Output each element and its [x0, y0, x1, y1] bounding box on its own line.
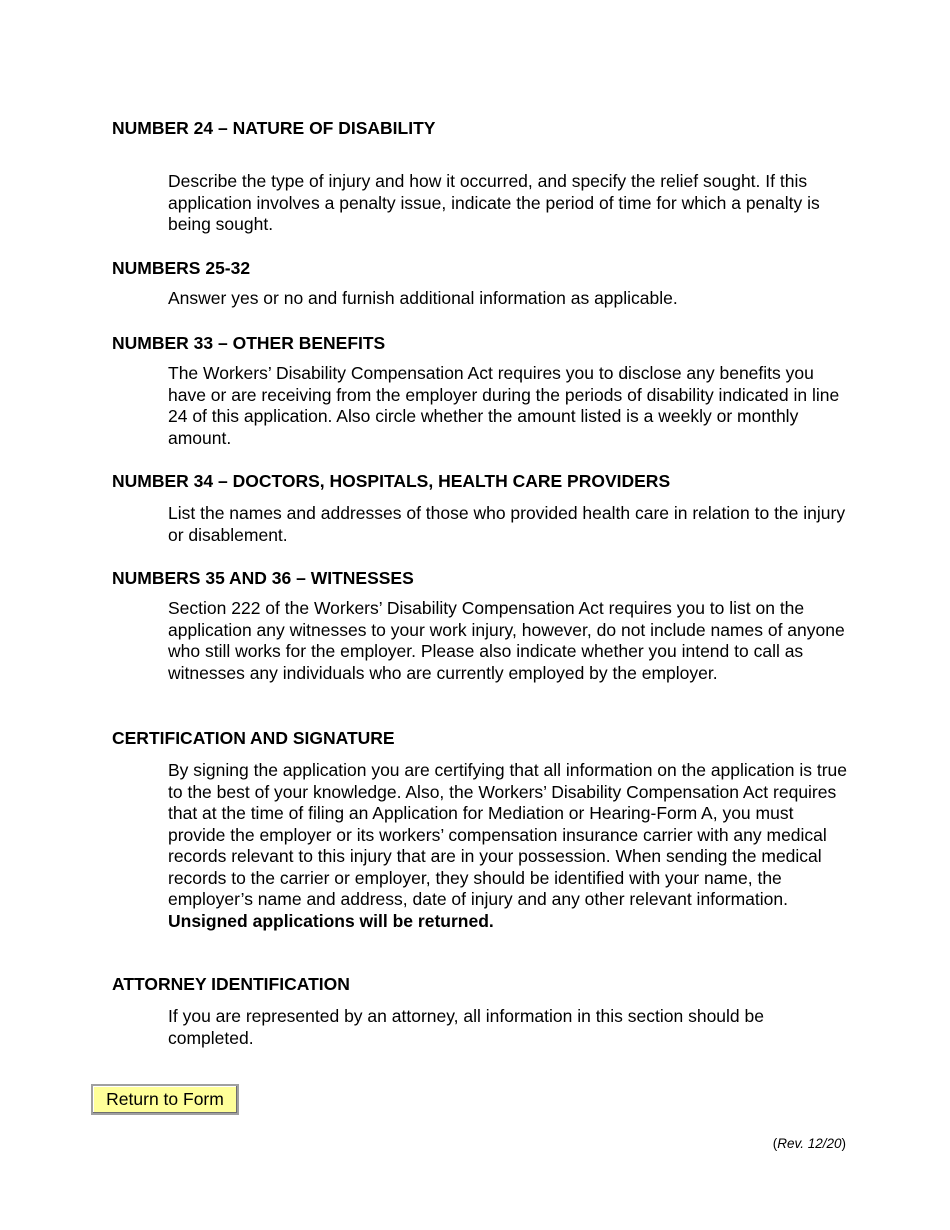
heading-health-care-providers: NUMBER 34 – DOCTORS, HOSPITALS, HEALTH CARE PROVIDERS [112, 471, 671, 491]
heading-other-benefits: NUMBER 33 – OTHER BENEFITS [112, 333, 386, 353]
heading-witnesses: NUMBERS 35 AND 36 – WITNESSES [112, 568, 414, 588]
body-health-care-providers: List the names and addresses of those who provided health care in relation to the injury or disablement. [168, 503, 846, 545]
heading-certification-signature: CERTIFICATION AND SIGNATURE [112, 728, 395, 748]
heading-nature-of-disability: NUMBER 24 – NATURE OF DISABILITY [112, 118, 436, 138]
revision-close-paren: ) [841, 1136, 846, 1151]
revision-open-paren: ( [772, 1136, 778, 1151]
revision-note [773, 1136, 846, 1152]
body-other-benefits: The Workers’ Disability Compensation Act requires you to disclose any benefits you have or are receiving from the employer during the periods of disability indicated in line 24 of this application. Also circle whether the amount listed is a weekly or monthly amount. [168, 363, 840, 448]
body-witnesses: Section 222 of the Workers’ Disability Compensation Act requires you to list on the application any witnesses to your work injury, however, do not include names of anyone who still works for the employer. Please also indicate whether you intend to call as witnesses any individuals who are currently employed by the employer. [168, 598, 845, 683]
body-nature-of-disability: Describe the type of injury and how it occurred, and specify the relief sought. If this application involves a penalty issue, indicate the period of time for which a penalty is being sought. [168, 171, 820, 234]
return-to-form-button[interactable]: Return to Form [91, 1084, 239, 1115]
body-attorney-identification: If you are represented by an attorney, all information in this section should be completed. [168, 1006, 764, 1048]
revision-date: Rev. 12/20 [777, 1136, 842, 1151]
certification-text: By signing the application you are certifying that all information on the application is true to the best of your knowledge. Also, the Workers’ Disability Compensation Act requires that at the time of filing an Application for Mediation or Hearing-Form A, you must provide the employer or its workers’ compensation insurance carrier with any medical records relevant to this injury that are in your possession. When sending the medical records to the carrier or employer, they should be identified with your name, the employer’s name and address, date of injury and any other relevant information. [168, 760, 848, 909]
heading-attorney-identification: ATTORNEY IDENTIFICATION [112, 974, 350, 994]
heading-numbers-25-32: NUMBERS 25-32 [112, 258, 251, 278]
body-certification-signature [168, 760, 848, 932]
body-numbers-25-32: Answer yes or no and furnish additional information as applicable. [168, 288, 678, 308]
unsigned-warning: Unsigned applications will be returned. [168, 910, 494, 931]
